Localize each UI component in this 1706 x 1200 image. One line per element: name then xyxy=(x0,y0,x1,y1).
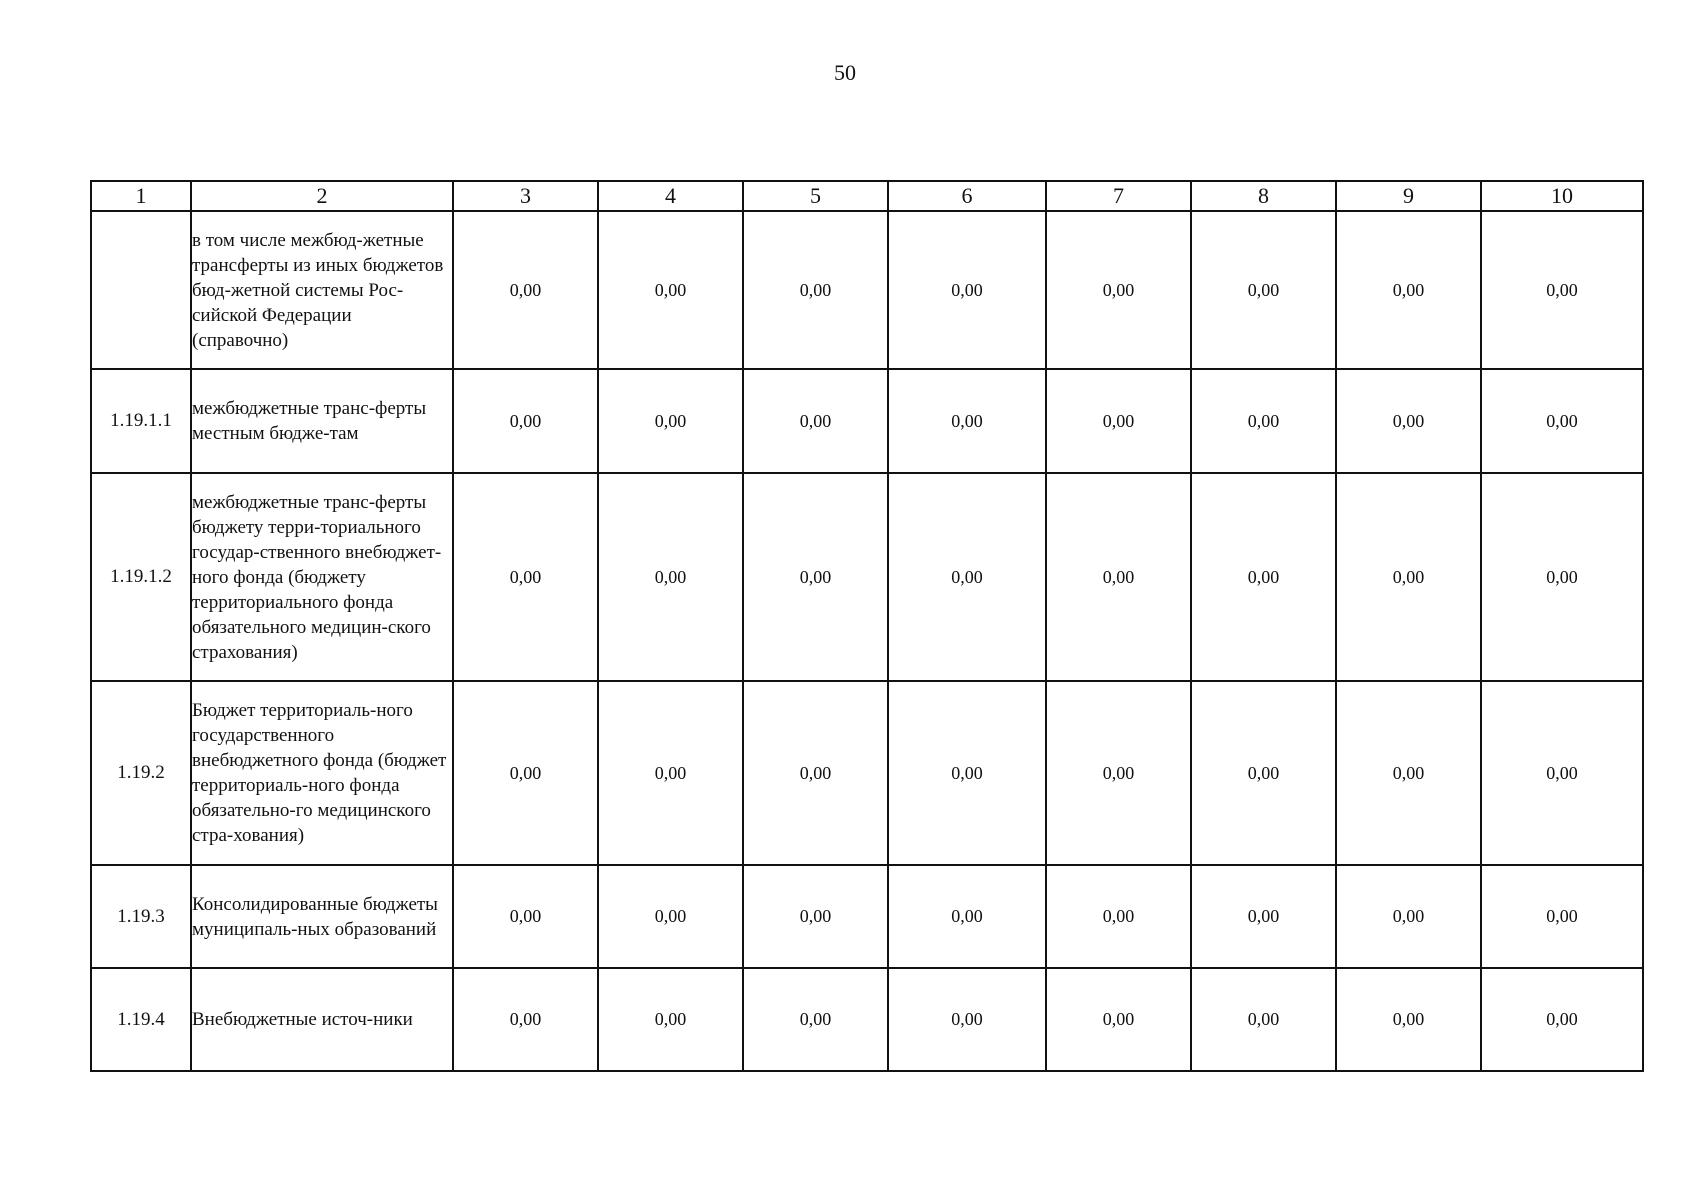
row-code: 1.19.2 xyxy=(91,681,191,865)
value-cell: 0,00 xyxy=(1336,968,1481,1071)
value-cell: 0,00 xyxy=(1481,865,1643,968)
value-cell: 0,00 xyxy=(453,968,598,1071)
value-cell: 0,00 xyxy=(888,865,1046,968)
value-cell: 0,00 xyxy=(743,473,888,681)
column-header: 3 xyxy=(453,181,598,211)
value-cell: 0,00 xyxy=(598,681,743,865)
value-cell: 0,00 xyxy=(743,369,888,473)
value-cell: 0,00 xyxy=(1481,968,1643,1071)
column-header: 1 xyxy=(91,181,191,211)
value-cell: 0,00 xyxy=(1191,681,1336,865)
table-row xyxy=(91,473,1643,681)
row-description: межбюджетные транс-ферты местным бюдже-там xyxy=(191,369,453,473)
value-cell: 0,00 xyxy=(453,369,598,473)
value-cell: 0,00 xyxy=(598,369,743,473)
value-cell: 0,00 xyxy=(1046,681,1191,865)
value-cell: 0,00 xyxy=(1046,968,1191,1071)
value-cell: 0,00 xyxy=(1336,473,1481,681)
value-cell: 0,00 xyxy=(1336,865,1481,968)
column-header: 8 xyxy=(1191,181,1336,211)
table-row xyxy=(91,369,1643,473)
value-cell: 0,00 xyxy=(453,865,598,968)
value-cell: 0,00 xyxy=(1046,211,1191,369)
row-description: Бюджет территориаль-ного государственного внебюджетного фонда (бюджет территориаль-ного фонда обязательно-го медицинского стра-хования) xyxy=(191,681,453,865)
table-row xyxy=(91,968,1643,1071)
value-cell: 0,00 xyxy=(743,211,888,369)
row-description: в том числе межбюд-жетные трансферты из иных бюджетов бюд-жетной системы Рос-сийской Федерации (справочно) xyxy=(191,211,453,369)
value-cell: 0,00 xyxy=(453,681,598,865)
row-code: 1.19.4 xyxy=(91,968,191,1071)
header-row xyxy=(91,181,1643,211)
value-cell: 0,00 xyxy=(453,473,598,681)
row-code xyxy=(91,211,191,369)
row-code: 1.19.3 xyxy=(91,865,191,968)
row-description: межбюджетные транс-ферты бюджету терри-ториального государ-ственного внебюджет-ного фонда (бюджету территориального фонда обязательного медицин-ского страхования) xyxy=(191,473,453,681)
page-number: 50 xyxy=(834,60,856,85)
column-header: 4 xyxy=(598,181,743,211)
value-cell: 0,00 xyxy=(888,681,1046,865)
value-cell: 0,00 xyxy=(1046,473,1191,681)
value-cell: 0,00 xyxy=(1191,211,1336,369)
value-cell: 0,00 xyxy=(1481,473,1643,681)
value-cell: 0,00 xyxy=(1481,681,1643,865)
column-header: 2 xyxy=(191,181,453,211)
value-cell: 0,00 xyxy=(598,473,743,681)
value-cell: 0,00 xyxy=(743,865,888,968)
column-header: 10 xyxy=(1481,181,1643,211)
column-header: 6 xyxy=(888,181,1046,211)
value-cell: 0,00 xyxy=(598,968,743,1071)
table-row xyxy=(91,865,1643,968)
column-header: 5 xyxy=(743,181,888,211)
row-description: Внебюджетные источ-ники xyxy=(191,968,453,1071)
value-cell: 0,00 xyxy=(1481,369,1643,473)
value-cell: 0,00 xyxy=(1191,473,1336,681)
value-cell: 0,00 xyxy=(888,369,1046,473)
value-cell: 0,00 xyxy=(1481,211,1643,369)
value-cell: 0,00 xyxy=(453,211,598,369)
value-cell: 0,00 xyxy=(1336,369,1481,473)
value-cell: 0,00 xyxy=(888,968,1046,1071)
value-cell: 0,00 xyxy=(598,211,743,369)
value-cell: 0,00 xyxy=(1191,968,1336,1071)
value-cell: 0,00 xyxy=(1336,681,1481,865)
value-cell: 0,00 xyxy=(888,211,1046,369)
column-header: 7 xyxy=(1046,181,1191,211)
value-cell: 0,00 xyxy=(1046,369,1191,473)
value-cell: 0,00 xyxy=(598,865,743,968)
table-row xyxy=(91,681,1643,865)
value-cell: 0,00 xyxy=(1191,369,1336,473)
value-cell: 0,00 xyxy=(743,681,888,865)
value-cell: 0,00 xyxy=(1046,865,1191,968)
table-row xyxy=(91,211,1643,369)
value-cell: 0,00 xyxy=(743,968,888,1071)
column-header: 9 xyxy=(1336,181,1481,211)
row-description: Консолидированные бюджеты муниципаль-ных образований xyxy=(191,865,453,968)
row-code: 1.19.1.2 xyxy=(91,473,191,681)
value-cell: 0,00 xyxy=(1336,211,1481,369)
row-code: 1.19.1.1 xyxy=(91,369,191,473)
budget-table xyxy=(90,180,1644,1072)
value-cell: 0,00 xyxy=(1191,865,1336,968)
value-cell: 0,00 xyxy=(888,473,1046,681)
